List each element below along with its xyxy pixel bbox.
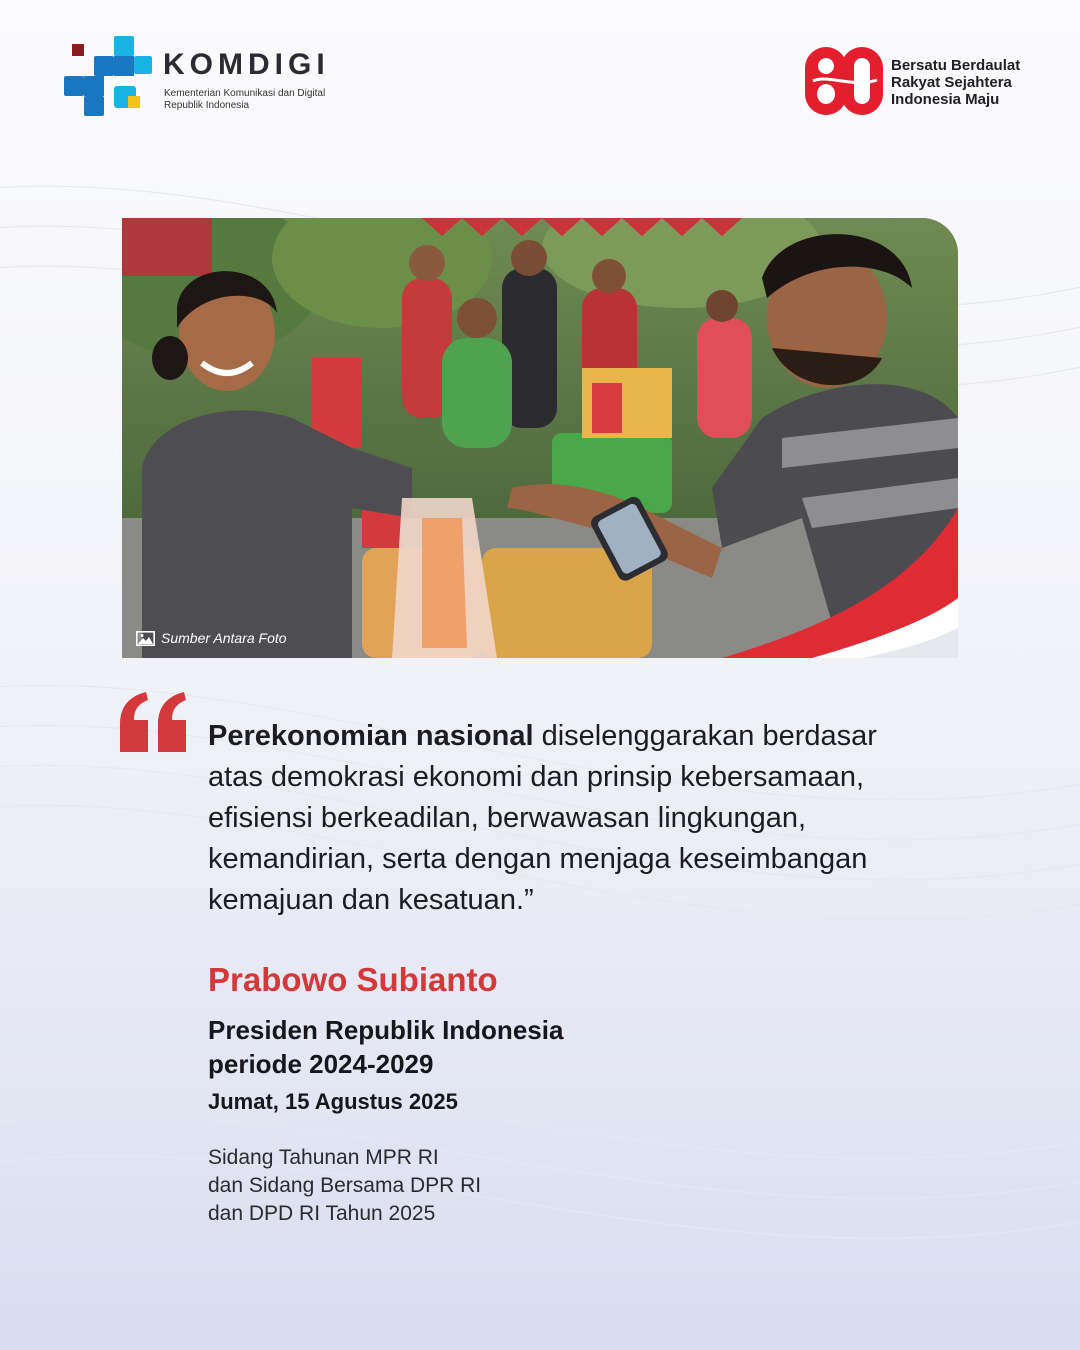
brand-name: KOMDIGI [163, 48, 330, 81]
anniversary-line2: Rakyat Sejahtera [891, 74, 1012, 91]
komdigi-mark-icon [62, 34, 154, 126]
market-photo [122, 218, 958, 658]
brand-subtitle [164, 88, 325, 112]
photo-illustration [122, 218, 958, 658]
anniversary-line3: Indonesia Maju [891, 91, 1000, 108]
quote-text [208, 716, 938, 921]
quote-body: diselenggarakan berdasar atas demokrasi ekonomi dan prinsip kebersamaan, efisiensi berkeadilan, berwawasan lingkungan, kemandirian, serta dengan menjaga keseimbangan kemajuan dan kesatuan.” [208, 720, 877, 916]
speech-date: Jumat, 15 Agustus 2025 [208, 1089, 458, 1114]
event-description [208, 1144, 481, 1228]
komdigi-logo [62, 34, 362, 130]
speaker-role [208, 1013, 563, 1081]
brand-sub-line2: Republik Indonesia [164, 100, 250, 111]
speaker-role-line2: periode 2024-2029 [208, 1049, 434, 1079]
quote-bold-lead: Perekonomian nasional [208, 720, 534, 752]
anniversary-tagline [891, 57, 1020, 108]
anniversary-logo [803, 44, 1023, 120]
quote-mark-icon [116, 692, 190, 754]
image-icon [136, 631, 155, 646]
anniversary-line1: Bersatu Berdaulat [891, 57, 1021, 74]
speaker-name: Prabowo Subianto [208, 961, 498, 998]
speaker-role-line1: Presiden Republik Indonesia [208, 1015, 564, 1045]
event-line1: Sidang Tahunan MPR RI [208, 1146, 439, 1169]
event-line3: dan DPD RI Tahun 2025 [208, 1202, 436, 1225]
anniversary-80-icon [803, 44, 887, 120]
event-line2: dan Sidang Bersama DPR RI [208, 1174, 482, 1197]
photo-credit-text: Sumber Antara Foto [161, 630, 287, 646]
brand-sub-line1: Kementerian Komunikasi dan Digital [164, 88, 326, 99]
photo-credit [136, 630, 287, 646]
